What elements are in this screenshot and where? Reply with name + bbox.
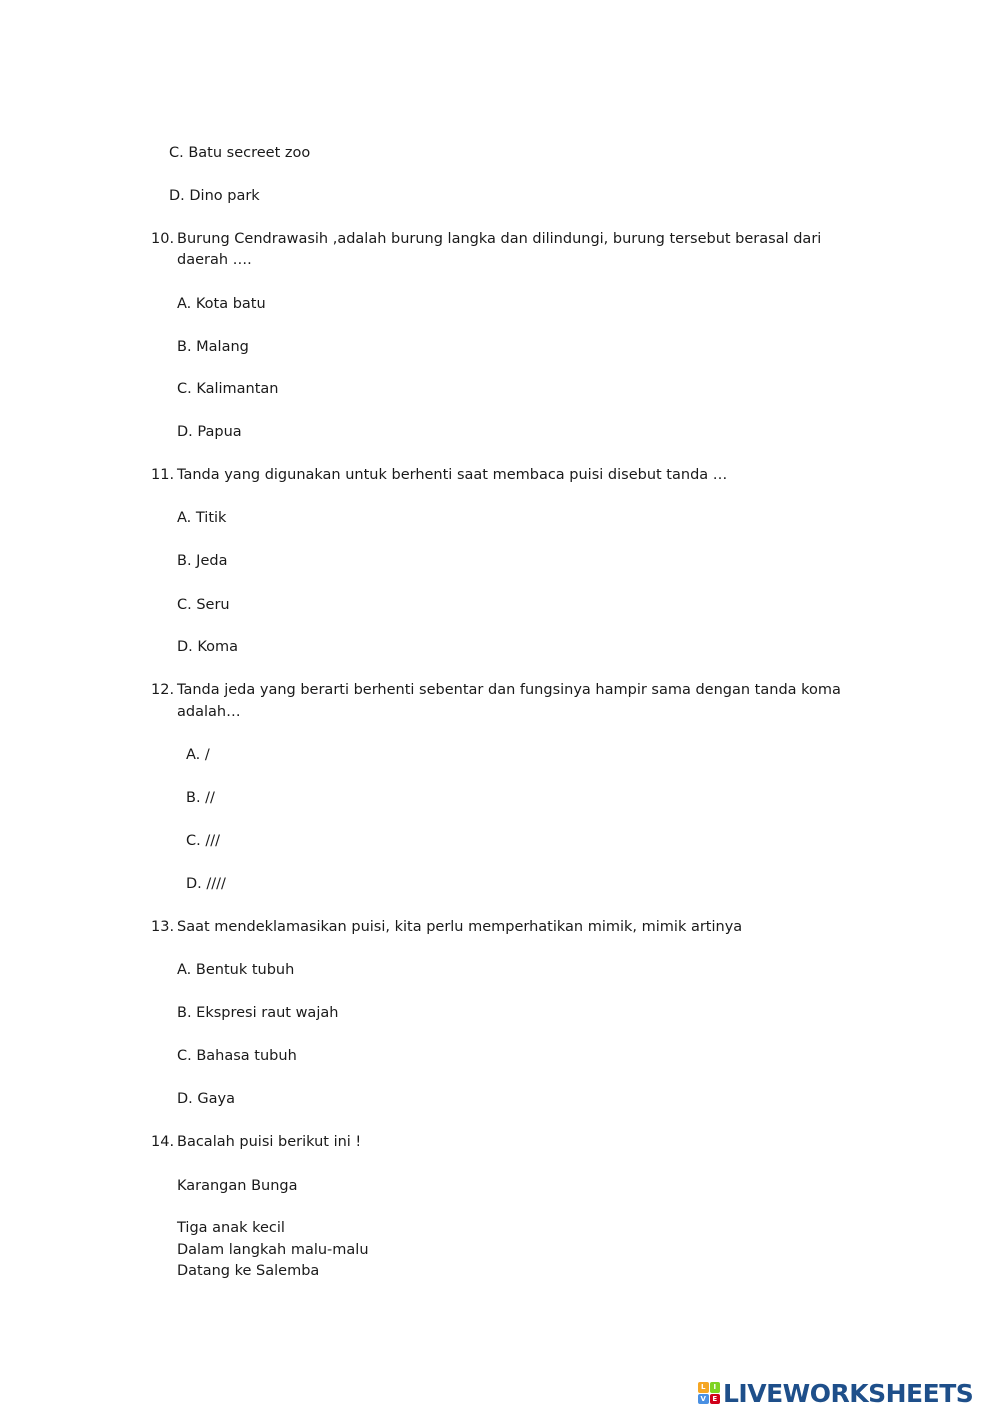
q13-number: 13. [151, 919, 175, 935]
q11-option-b: B. Jeda [177, 553, 228, 569]
q10-text-line1: Burung Cendrawasih ,adalah burung langka dan dilindungi, burung tersebut berasal dari [177, 231, 822, 247]
q13-text: Saat mendeklamasikan puisi, kita perlu memperhatikan mimik, mimik artinya [177, 919, 743, 935]
liveworksheets-logo-icon [698, 1382, 720, 1404]
poem-title: Karangan Bunga [177, 1178, 298, 1194]
q13-option-d: D. Gaya [177, 1091, 235, 1107]
q10-text-line2: daerah …. [177, 252, 252, 268]
q14-text: Bacalah puisi berikut ini ! [177, 1134, 362, 1150]
liveworksheets-logo-text: LIVEWORKSHEETS [723, 1378, 974, 1408]
q10-number: 10. [151, 231, 175, 247]
poem-line-2: Dalam langkah malu-malu [177, 1242, 369, 1258]
logo-mark-l: L [698, 1382, 709, 1393]
q12-option-b: B. // [186, 790, 215, 806]
q11-number: 11. [151, 467, 175, 483]
liveworksheets-logo [698, 1378, 973, 1408]
q12-option-a: A. / [186, 747, 210, 763]
q11-option-a: A. Titik [177, 510, 227, 526]
q12-number: 12. [151, 682, 175, 698]
q10-option-d: D. Papua [177, 424, 242, 440]
logo-mark-e: E [710, 1394, 721, 1405]
q11-option-d: D. Koma [177, 639, 239, 655]
poem-line-1: Tiga anak kecil [177, 1220, 285, 1236]
q13-option-c: C. Bahasa tubuh [177, 1048, 297, 1064]
q12-text-line2: adalah… [177, 704, 241, 720]
q11-option-c: C. Seru [177, 597, 230, 613]
logo-mark-v: V [698, 1394, 709, 1405]
q12-text-line1: Tanda jeda yang berarti berhenti sebentar dan fungsinya hampir sama dengan tanda koma [177, 682, 841, 698]
q12-option-d: D. //// [186, 876, 226, 892]
q9-option-d: D. Dino park [169, 188, 260, 204]
q10-option-c: C. Kalimantan [177, 381, 279, 397]
q10-option-b: B. Malang [177, 339, 249, 355]
logo-mark-i: I [710, 1382, 721, 1393]
q13-option-a: A. Bentuk tubuh [177, 962, 295, 978]
q14-number: 14. [151, 1134, 175, 1150]
q11-text: Tanda yang digunakan untuk berhenti saat membaca puisi disebut tanda … [177, 467, 728, 483]
q12-option-c: C. /// [186, 833, 220, 849]
q13-option-b: B. Ekspresi raut wajah [177, 1005, 339, 1021]
q10-option-a: A. Kota batu [177, 296, 266, 312]
q9-option-c: C. Batu secreet zoo [169, 145, 311, 161]
poem-line-3: Datang ke Salemba [177, 1263, 320, 1279]
